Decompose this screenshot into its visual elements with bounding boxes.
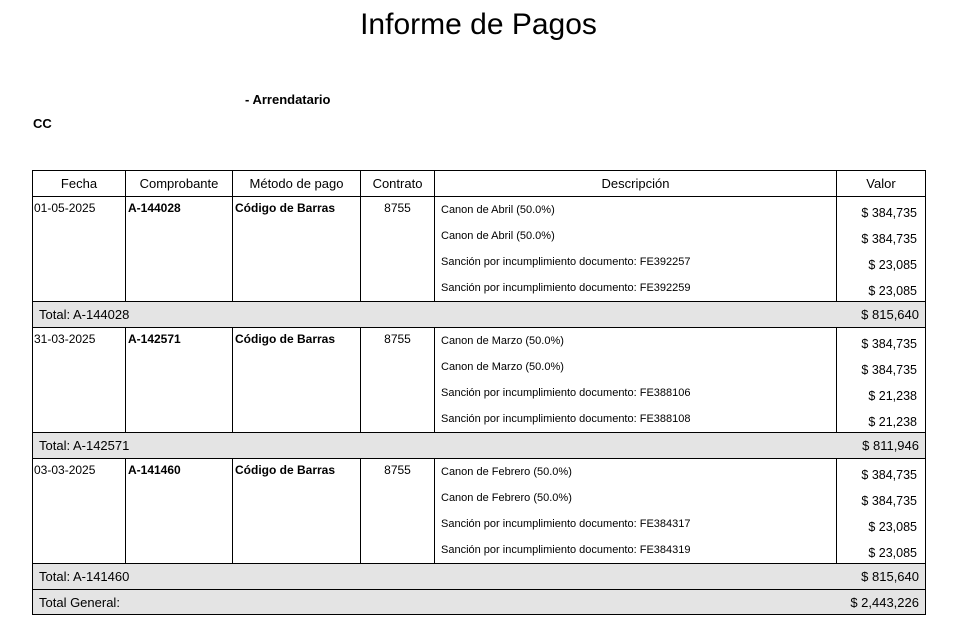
contrato-cell: 8755 <box>361 459 435 564</box>
contrato-cell: 8755 <box>361 197 435 302</box>
group-total-value: $ 811,946 <box>862 438 919 453</box>
group-total-row <box>33 433 926 459</box>
descripcion-line: Canon de Febrero (50.0%) <box>441 466 572 478</box>
valor-line: $ 384,735 <box>861 232 917 246</box>
fecha-cell: 31-03-2025 <box>33 328 126 433</box>
metodo-cell: Código de Barras <box>233 328 361 433</box>
group-total-cell <box>33 302 926 328</box>
arrendatario-label: - Arrendatario <box>245 92 331 107</box>
descripcion-line: Canon de Marzo (50.0%) <box>441 361 564 373</box>
valor-cell <box>837 197 926 302</box>
cc-label: CC <box>33 116 52 131</box>
valor-line: $ 21,238 <box>868 415 917 429</box>
valor-cell <box>837 328 926 433</box>
valor-line: $ 384,735 <box>861 363 917 377</box>
fecha-cell: 03-03-2025 <box>33 459 126 564</box>
descripcion-line: Canon de Febrero (50.0%) <box>441 492 572 504</box>
group-total-value: $ 815,640 <box>861 307 919 322</box>
payments-table <box>32 170 926 615</box>
fecha-cell: 01-05-2025 <box>33 197 126 302</box>
col-header-fecha: Fecha <box>33 171 126 197</box>
group-total-cell <box>33 433 926 459</box>
descripcion-line: Sanción por incumplimiento documento: FE392257 <box>441 256 691 268</box>
valor-line: $ 21,238 <box>868 389 917 403</box>
comprobante-cell: A-144028 <box>126 197 233 302</box>
col-header-comprobante: Comprobante <box>126 171 233 197</box>
group-row <box>33 459 926 564</box>
group-total-label: Total: A-142571 <box>39 438 130 453</box>
group-total-value: $ 815,640 <box>861 569 919 584</box>
payments-table-wrap <box>32 170 926 615</box>
group-total-label: Total: A-141460 <box>39 569 130 584</box>
col-header-metodo: Método de pago <box>233 171 361 197</box>
total-general-label: Total General: <box>39 594 120 610</box>
valor-line: $ 384,735 <box>861 206 917 220</box>
metodo-cell: Código de Barras <box>233 459 361 564</box>
group-total-row <box>33 564 926 590</box>
descripcion-line: Sanción por incumplimiento documento: FE384319 <box>441 544 691 556</box>
valor-line: $ 23,085 <box>868 284 917 298</box>
comprobante-cell: A-142571 <box>126 328 233 433</box>
group-total-label: Total: A-144028 <box>39 307 130 322</box>
group-total-row <box>33 302 926 328</box>
contrato-cell: 8755 <box>361 328 435 433</box>
col-header-descripcion: Descripción <box>435 171 837 197</box>
descripcion-line: Sanción por incumplimiento documento: FE384317 <box>441 518 691 530</box>
descripcion-line: Canon de Marzo (50.0%) <box>441 335 564 347</box>
group-row <box>33 328 926 433</box>
valor-line: $ 23,085 <box>868 546 917 560</box>
valor-cell <box>837 459 926 564</box>
valor-line: $ 384,735 <box>861 468 917 482</box>
col-header-contrato: Contrato <box>361 171 435 197</box>
group-row <box>33 197 926 302</box>
descripcion-line: Sanción por incumplimiento documento: FE388106 <box>441 387 691 399</box>
total-general-value: $ 2,443,226 <box>850 594 919 610</box>
descripcion-cell <box>435 197 837 302</box>
descripcion-line: Canon de Abril (50.0%) <box>441 204 555 216</box>
descripcion-cell <box>435 459 837 564</box>
valor-line: $ 384,735 <box>861 337 917 351</box>
table-header-row <box>33 171 926 197</box>
descripcion-line: Sanción por incumplimiento documento: FE388108 <box>441 413 691 425</box>
valor-line: $ 23,085 <box>868 258 917 272</box>
col-header-valor: Valor <box>837 171 926 197</box>
descripcion-line: Canon de Abril (50.0%) <box>441 230 555 242</box>
total-general-cell <box>33 590 926 615</box>
valor-line: $ 23,085 <box>868 520 917 534</box>
metodo-cell: Código de Barras <box>233 197 361 302</box>
total-general-row <box>33 590 926 615</box>
page-title: Informe de Pagos <box>360 8 597 41</box>
descripcion-cell <box>435 328 837 433</box>
comprobante-cell: A-141460 <box>126 459 233 564</box>
descripcion-line: Sanción por incumplimiento documento: FE392259 <box>441 282 691 294</box>
group-total-cell <box>33 564 926 590</box>
valor-line: $ 384,735 <box>861 494 917 508</box>
